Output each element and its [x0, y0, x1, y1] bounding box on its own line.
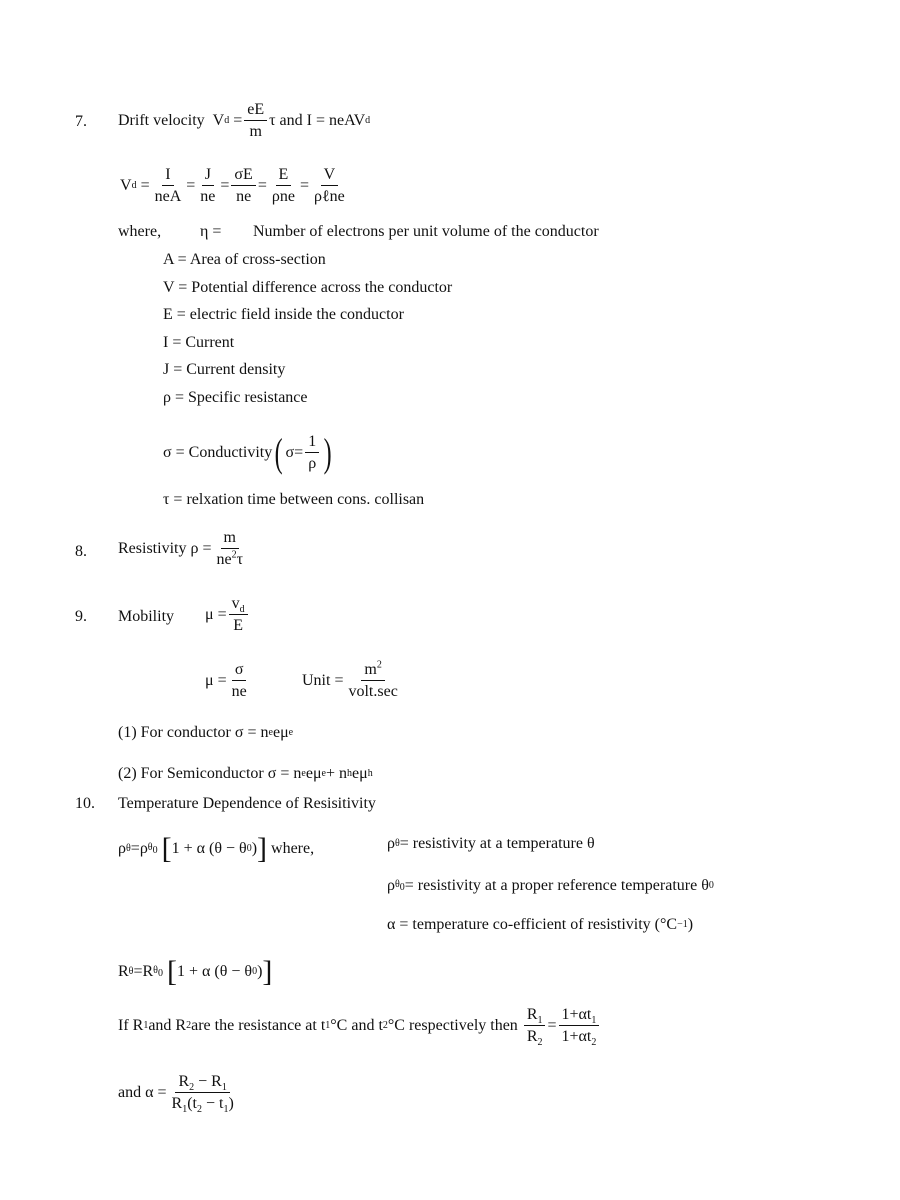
text: θ: [394, 878, 400, 890]
mobility-formula: [205, 594, 250, 635]
numerator: V: [321, 165, 339, 186]
section-8-number: 8.: [75, 543, 87, 560]
text: and α =: [118, 1083, 167, 1101]
numerator: [175, 1072, 229, 1093]
numerator: [229, 594, 248, 615]
fraction: [524, 1005, 546, 1049]
fraction: [152, 165, 185, 206]
mobility-label: Mobility: [118, 608, 175, 625]
sub: 1: [223, 1104, 229, 1116]
sub: 2: [537, 1037, 543, 1049]
sub: 0: [152, 844, 158, 856]
text: σ = n: [234, 724, 269, 741]
text: m: [364, 661, 377, 678]
text: [: [166, 955, 177, 988]
section-10-number: 10.: [75, 795, 95, 812]
where-label: where,: [118, 223, 162, 240]
resistivity-formula: [118, 528, 248, 569]
numerator: E: [276, 165, 292, 186]
definition-area: A = Area of cross-section: [163, 251, 326, 268]
numerator: [524, 1005, 546, 1026]
text: ): [251, 840, 258, 857]
text: eμ: [272, 724, 289, 741]
sup: 2: [231, 549, 237, 561]
equals: =: [140, 176, 150, 194]
text: ρ: [139, 840, 148, 857]
denominator: [559, 1026, 600, 1049]
text: ): [228, 1095, 234, 1112]
text: ]: [257, 832, 268, 865]
fraction: [197, 165, 218, 206]
sub: 2: [189, 1082, 195, 1094]
text: °C and t: [330, 1016, 383, 1034]
sub: 1: [537, 1015, 543, 1027]
numerator: m: [221, 528, 239, 549]
text: σ = n: [267, 765, 302, 782]
fraction: [305, 432, 319, 473]
sub: 1: [221, 1082, 227, 1094]
sub: [153, 964, 163, 979]
text: eμ: [352, 765, 368, 782]
equals: =: [233, 111, 243, 129]
text: + n: [326, 765, 348, 782]
alpha-formula: [118, 1072, 239, 1116]
drift-velocity-formula: Drift velocity V d = $\frac{eE}{m}$ τ and I = neAV d: [118, 101, 371, 140]
sub: 1: [182, 1104, 188, 1116]
fraction: [213, 528, 246, 569]
denominator: m: [249, 123, 262, 140]
eta-definition: Number of electrons per unit volume of the conductor: [253, 223, 599, 240]
symbol: V: [212, 111, 225, 129]
sub: 0: [399, 881, 405, 893]
eta-symbol: η =: [200, 223, 222, 240]
conductor-formula: (1) For conductor σ = n e eμ e: [118, 724, 294, 741]
definition-resistance: ρ = Specific resistance: [163, 389, 308, 406]
denominator: volt.sec: [348, 683, 398, 700]
text: (t: [187, 1095, 197, 1112]
text: v: [231, 595, 240, 612]
equals: =: [186, 176, 196, 194]
text: where,: [271, 840, 315, 857]
resistance-ratio-formula: If R 1 and R 2 are the resistance at t 1 °C and t 2 °C respectively then $\frac{R_1}{R_2}$ = $\frac{1+\alpha t_1}{1+\alpha t_2}$: [118, 1005, 601, 1046]
denominator: [213, 549, 246, 569]
text: σ=: [285, 443, 304, 461]
definition-field: E = electric field inside the conductor: [163, 306, 404, 323]
resistance-temperature-formula: R θ = R $\theta_0$ [ 1 + α (θ − θ 0 ) ]: [118, 955, 273, 988]
text: ne: [216, 551, 232, 568]
text: =: [130, 840, 140, 857]
numerator: σE: [231, 165, 255, 186]
mobility-conductivity-formula: [205, 660, 252, 701]
text: Unit =: [302, 671, 344, 689]
text: α = temperature co-efficient of resistivity (: [387, 916, 661, 933]
denominator: ρℓne: [313, 188, 345, 205]
text: (1) For conductor: [118, 724, 231, 741]
fraction: [559, 1005, 600, 1049]
fraction: [269, 165, 298, 206]
definition-potential: V = Potential difference across the conductor: [163, 279, 453, 296]
sub: 2: [591, 1037, 597, 1049]
definition-relaxation-time: τ = relxation time between cons. collisan: [163, 491, 425, 508]
text: R: [526, 1006, 538, 1023]
sub: d: [239, 604, 245, 616]
text: θ: [147, 841, 153, 853]
fraction: [244, 100, 267, 141]
numerator: σ: [232, 660, 247, 681]
text: τ and: [269, 111, 303, 129]
denominator: ne: [236, 188, 252, 205]
section-9-number: 9.: [75, 608, 87, 625]
denominator: neA: [154, 188, 182, 205]
text: θ: [153, 964, 158, 976]
text: 1 + α (θ − θ: [171, 840, 247, 857]
text: − t: [201, 1095, 224, 1112]
definition-rho-theta: ρ θ = resistivity at a temperature θ: [387, 835, 595, 852]
numerator: I: [162, 165, 173, 186]
text: − R: [194, 1073, 222, 1090]
symbol: V: [120, 176, 132, 194]
sup: 2: [376, 659, 382, 671]
definition-alpha: α = temperature co-efficient of resistivity ( °C −1 ): [387, 916, 694, 933]
text: If R: [118, 1016, 144, 1034]
denominator: E: [233, 617, 243, 634]
numerator: 1: [305, 432, 319, 453]
text: ρ: [387, 835, 395, 852]
denominator: [524, 1026, 546, 1049]
definition-current: I = Current: [163, 334, 235, 351]
equals: =: [220, 176, 230, 194]
numerator: [559, 1005, 600, 1026]
text: σ = Conductivity: [163, 443, 273, 461]
text: 1+αt: [561, 1028, 592, 1045]
fraction: [229, 660, 250, 701]
text: ]: [262, 955, 273, 988]
sub: [394, 878, 405, 893]
section-10-title: Temperature Dependence of Resisitivity: [118, 795, 376, 812]
numerator: J: [202, 165, 214, 186]
text: μ =: [205, 605, 227, 623]
section-7-number: 7.: [75, 113, 87, 130]
sub: [147, 841, 158, 856]
definition-rho-theta0: ρ $\theta_0$ = resistivity at a proper reference temperature θ 0: [387, 877, 714, 894]
text: ): [687, 916, 694, 933]
text: μ =: [205, 671, 227, 689]
definition-current-density: J = Current density: [163, 361, 286, 378]
mobility-unit: [302, 660, 403, 701]
fraction: [169, 1072, 237, 1116]
sub: 2: [196, 1104, 202, 1116]
denominator: ρ: [308, 455, 317, 472]
text: R: [118, 963, 129, 980]
label: Resistivity ρ =: [118, 539, 212, 557]
denominator: ne: [231, 683, 247, 700]
fraction: [311, 165, 348, 206]
text: [: [161, 832, 172, 865]
text: =: [133, 963, 143, 980]
text: R: [142, 963, 154, 980]
definition-conductivity: σ = Conductivity ( σ= $\frac{1}{\rho}$ ): [163, 429, 332, 475]
text: °C: [660, 916, 678, 933]
text: °C respectively then: [387, 1016, 518, 1034]
text: and R: [148, 1016, 187, 1034]
fraction: [345, 660, 400, 701]
text: = resistivity at a temperature θ: [399, 835, 595, 852]
text: ρ: [118, 840, 126, 857]
text: τ: [236, 551, 244, 568]
denominator: [169, 1093, 237, 1116]
sub: 0: [157, 967, 163, 979]
text: (2) For Semiconductor: [118, 765, 264, 782]
label: Drift velocity: [118, 111, 205, 129]
text: R: [526, 1028, 538, 1045]
drift-velocity-equalities: V d = $\frac{I}{\text{neA}}$ = $\frac{J}{ne}$ = $\frac{\sigma E}{ne}$ = $\frac{E}{\text{ρne}}$ = $\frac{V}{\text{ρℓne}}$: [120, 165, 350, 206]
sub: 1: [591, 1015, 597, 1027]
fraction: [231, 165, 255, 206]
denominator: ρne: [271, 188, 295, 205]
text: are the resistance at t: [191, 1016, 326, 1034]
text: ρ: [387, 877, 395, 894]
denominator: ne: [200, 188, 216, 205]
text: R: [178, 1073, 190, 1090]
numerator: eE: [244, 100, 267, 121]
text: eμ: [305, 765, 322, 782]
text: 1 + α (θ − θ: [176, 963, 253, 980]
resistivity-temperature-formula: ρ θ = ρ $\theta_0$ [ 1 + α (θ − θ 0 ) ] where,: [118, 832, 315, 865]
text: R: [171, 1095, 183, 1112]
text: ): [257, 963, 263, 980]
current-formula: I = neAV: [306, 111, 366, 129]
equals: =: [299, 176, 309, 194]
semiconductor-formula: (2) For Semiconductor σ = n e eμ e + n h eμ h: [118, 765, 373, 782]
fraction: [229, 594, 248, 635]
equals: =: [257, 176, 267, 194]
text: = resistivity at a proper reference temperature θ: [404, 877, 709, 894]
text: 1+αt: [561, 1006, 592, 1023]
numerator: [361, 660, 384, 681]
